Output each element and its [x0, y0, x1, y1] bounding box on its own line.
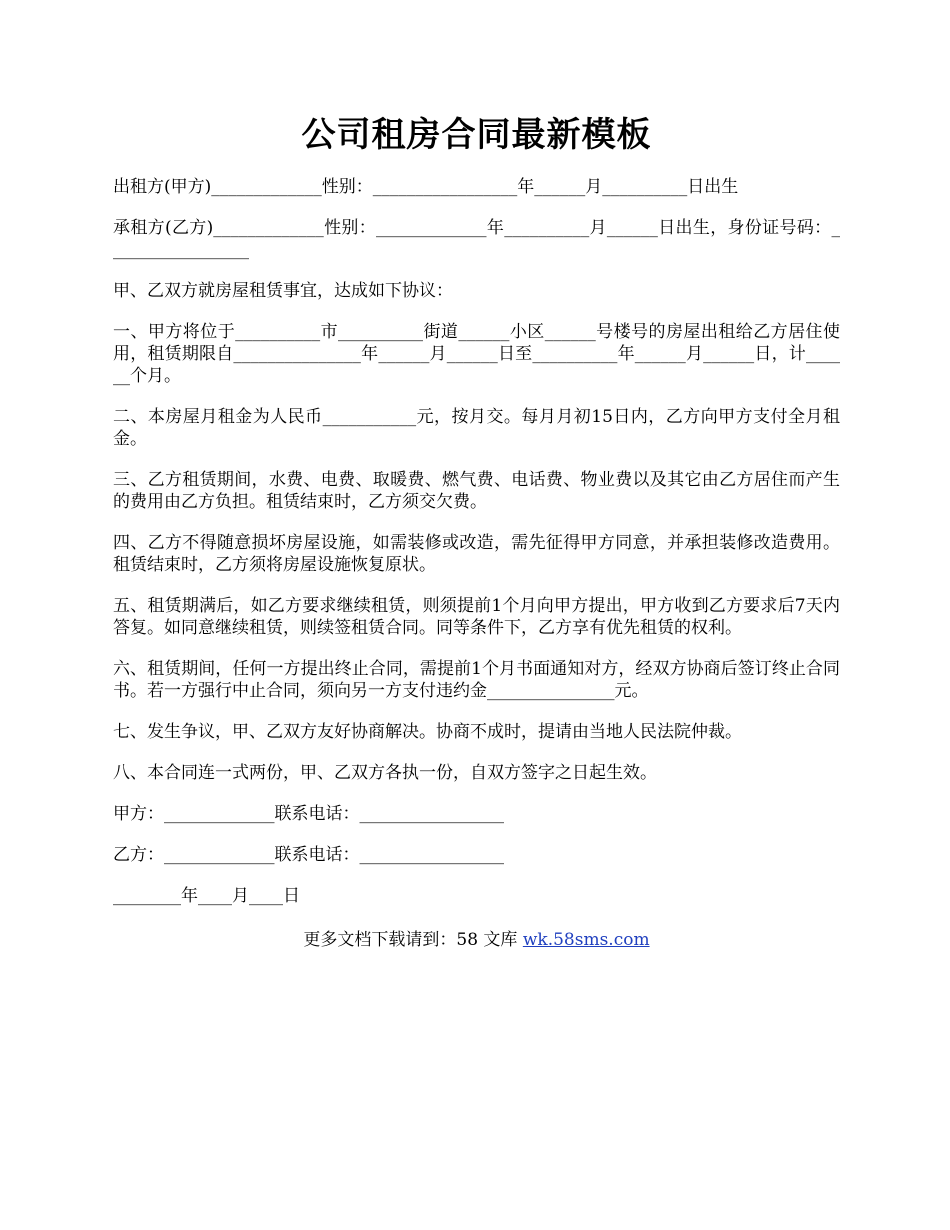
lessor-info: 出租方(甲方)_____________性别：_________________年______月__________日出生	[113, 177, 739, 197]
sign-date: ________年____月____日	[113, 886, 300, 906]
clause-8: 八、本合同连一式两份，甲、乙双方各执一份，自双方签字之日起生效。	[113, 763, 657, 783]
lessee-info: 承租方(乙方)_____________性别：_____________年__________月______日出生，身份证号码：_________________	[113, 218, 840, 260]
party-a-signature: 甲方：_____________联系电话：_________________	[113, 804, 504, 824]
footer-text: 更多文档下载请到：58 文库	[303, 930, 523, 950]
clause-7: 七、发生争议，甲、乙双方友好协商解决。协商不成时，提请由当地人民法院仲裁。	[113, 722, 742, 742]
clause-1: 一、甲方将位于__________市__________街道______小区______号楼号的房屋出租给乙方居住使用，租赁期限自_______________年______月______日至__________年______月______日，计______个月。	[113, 322, 840, 386]
document-title: 公司租房合同最新模板	[301, 115, 652, 155]
document-page	[113, 110, 840, 951]
clause-2: 二、本房屋月租金为人民币___________元，按月交。每月月初15日内，乙方向甲方支付全月租金。	[113, 407, 840, 449]
agreement-intro: 甲、乙双方就房屋租赁事宜，达成如下协议：	[113, 281, 453, 301]
clause-5: 五、租赁期满后，如乙方要求继续租赁，则须提前1个月向甲方提出，甲方收到乙方要求后7天内答复。如同意继续租赁，则续签租赁合同。同等条件下，乙方享有优先租赁的权利。	[113, 596, 840, 638]
footer-link[interactable]: wk.58sms.com	[522, 930, 650, 950]
download-footer	[113, 929, 840, 951]
party-b-signature: 乙方：_____________联系电话：_________________	[113, 845, 504, 865]
clause-4: 四、乙方不得随意损坏房屋设施，如需装修或改造，需先征得甲方同意，并承担装修改造费用。租赁结束时，乙方须将房屋设施恢复原状。	[113, 533, 840, 575]
clause-6: 六、租赁期间，任何一方提出终止合同，需提前1个月书面通知对方，经双方协商后签订终止合同书。若一方强行中止合同，须向另一方支付违约金_______________元。	[113, 659, 840, 701]
clause-3: 三、乙方租赁期间，水费、电费、取暖费、燃气费、电话费、物业费以及其它由乙方居住而产生的费用由乙方负担。租赁结束时，乙方须交欠费。	[113, 470, 840, 512]
